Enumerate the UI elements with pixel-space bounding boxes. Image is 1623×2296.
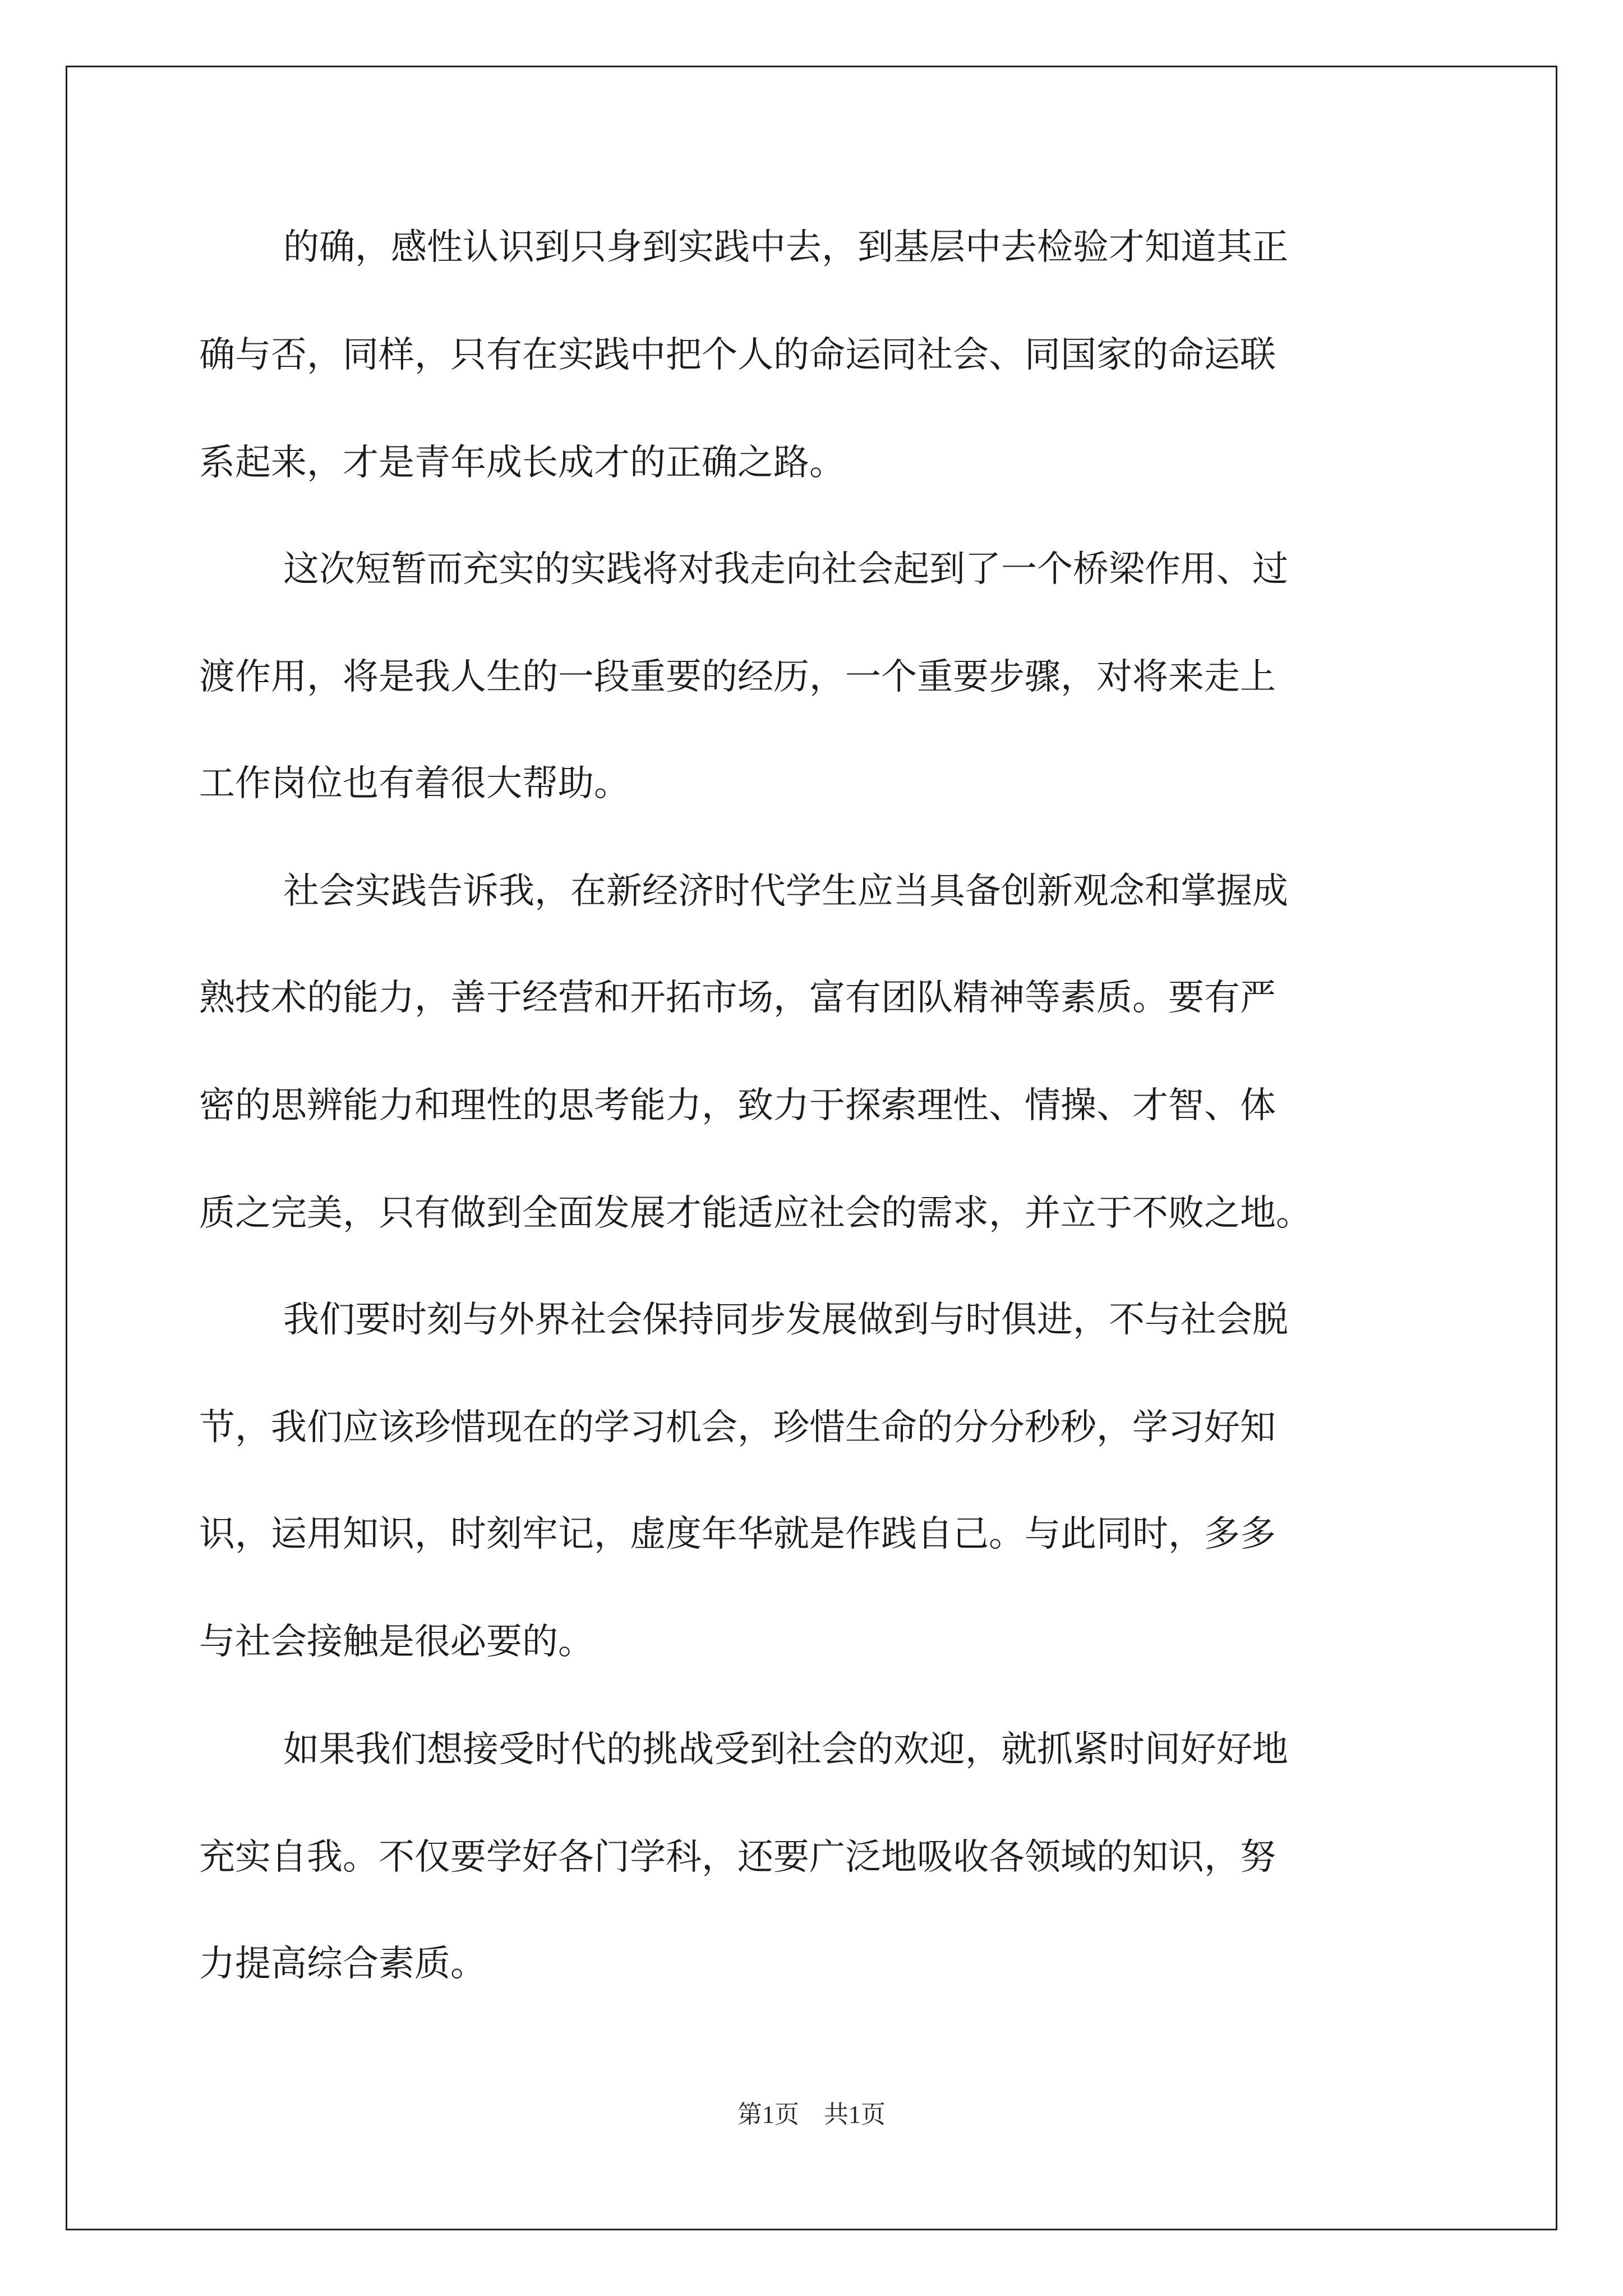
page-border (66, 66, 1557, 2230)
paragraph-2-line-3: 工作岗位也有着很大帮助。 (199, 763, 630, 804)
paragraph-1-line-3: 系起来，才是青年成长成才的正确之路。 (199, 442, 845, 484)
paragraph-3-line-4: 质之完美，只有做到全面发展才能适应社会的需求，并立于不败之地。 (199, 1193, 1312, 1234)
page-number-footer: 第1页 共1页 (737, 2101, 886, 2128)
paragraph-3-line-3: 密的思辨能力和理性的思考能力，致力于探索理性、情操、才智、体 (199, 1085, 1276, 1126)
paragraph-2-line-1: 这次短暂而充实的实践将对我走向社会起到了一个桥梁作用、过 (283, 549, 1288, 590)
paragraph-5-line-3: 力提高综合素质。 (199, 1943, 486, 1985)
paragraph-4-line-3: 识，运用知识，时刻牢记，虚度年华就是作践自己。与此同时，多多 (199, 1513, 1276, 1555)
paragraph-4-line-2: 节，我们应该珍惜现在的学习机会，珍惜生命的分分秒秒，学习好知 (199, 1407, 1276, 1448)
paragraph-1-line-1: 的确，感性认识到只身到实践中去，到基层中去检验才知道其正 (283, 227, 1288, 268)
paragraph-5-line-1: 如果我们想接受时代的挑战受到社会的欢迎，就抓紧时间好好地 (283, 1729, 1288, 1770)
paragraph-5-line-2: 充实自我。不仅要学好各门学科，还要广泛地吸收各领域的知识，努 (199, 1837, 1276, 1878)
paragraph-1-line-2: 确与否，同样，只有在实践中把个人的命运同社会、同国家的命运联 (199, 334, 1276, 376)
paragraph-4-line-1: 我们要时刻与外界社会保持同步发展做到与时俱进，不与社会脱 (283, 1299, 1288, 1341)
paragraph-3-line-2: 熟技术的能力，善于经营和开拓市场，富有团队精神等素质。要有严 (199, 977, 1276, 1019)
paragraph-3-line-1: 社会实践告诉我，在新经济时代学生应当具备创新观念和掌握成 (283, 871, 1288, 912)
paragraph-4-line-4: 与社会接触是很必要的。 (199, 1621, 594, 1663)
paragraph-2-line-2: 渡作用，将是我人生的一段重要的经历，一个重要步骤，对将来走上 (199, 656, 1276, 698)
